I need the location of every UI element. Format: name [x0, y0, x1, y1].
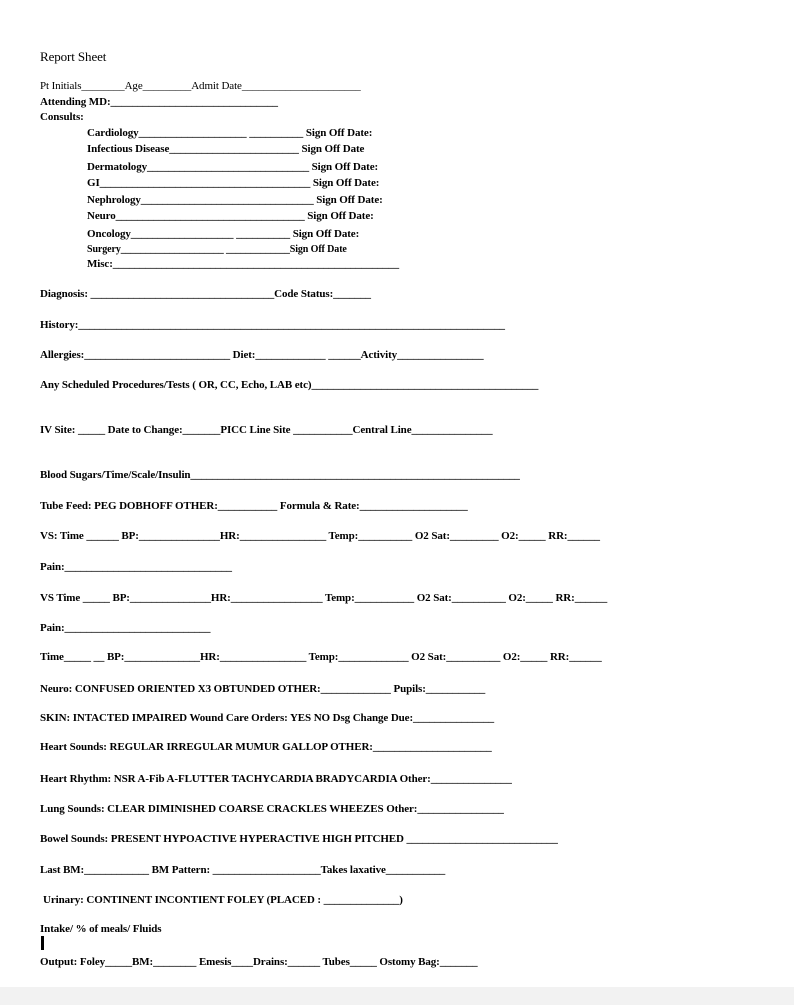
procedures-line[interactable]: Any Scheduled Procedures/Tests ( OR, CC, Echo, LAB etc)__________________________________________: [40, 379, 539, 391]
page-bottom-band: [0, 987, 794, 1005]
urinary-line[interactable]: Urinary: CONTINENT INCONTIENT FOLEY (PLACED : ______________): [43, 894, 403, 906]
heart-sounds-line[interactable]: Heart Sounds: REGULAR IRREGULAR MUMUR GALLOP OTHER:______________________: [40, 741, 492, 753]
vitals-line-2[interactable]: VS Time _____ BP:_______________HR:_________________ Temp:___________ O2 Sat:__________ O2:_____ RR:______: [40, 592, 608, 604]
allergies-line[interactable]: Allergies:___________________________ Diet:_____________ ______Activity________________: [40, 349, 484, 361]
pain-line-1[interactable]: Pain:_______________________________: [40, 561, 232, 573]
consult-oncology[interactable]: Oncology___________________ __________ Sign Off Date:: [87, 228, 360, 240]
consult-misc[interactable]: Misc:_____________________________________________________: [87, 258, 399, 270]
tube-feed-line[interactable]: Tube Feed: PEG DOBHOFF OTHER:___________ Formula & Rate:____________________: [40, 500, 468, 512]
history-line[interactable]: History:_______________________________________________________________________________: [40, 319, 505, 331]
consult-dermatology[interactable]: Dermatology______________________________ Sign Off Date:: [87, 161, 379, 173]
page-title: Report Sheet: [40, 49, 107, 64]
output-line[interactable]: Output: Foley_____BM:________ Emesis____Drains:______ Tubes_____ Ostomy Bag:_______: [40, 956, 478, 968]
lung-sounds-line[interactable]: Lung Sounds: CLEAR DIMINISHED COARSE CRACKLES WHEEZES Other:________________: [40, 803, 504, 815]
consult-neuro[interactable]: Neuro___________________________________ Sign Off Date:: [87, 210, 374, 222]
consult-cardiology[interactable]: Cardiology____________________ __________ Sign Off Date:: [87, 127, 373, 139]
skin-line[interactable]: SKIN: INTACTED IMPAIRED Wound Care Orders: YES NO Dsg Change Due:_______________: [40, 712, 495, 724]
consult-infectious-disease[interactable]: Infectious Disease________________________ Sign Off Date: [87, 143, 365, 155]
consult-gi[interactable]: GI_______________________________________ Sign Off Date:: [87, 177, 380, 189]
diagnosis-line[interactable]: Diagnosis: __________________________________Code Status:_______: [40, 288, 371, 300]
vitals-line-1[interactable]: VS: Time ______ BP:_______________HR:________________ Temp:__________ O2 Sat:_________ O2:_____ RR:______: [40, 530, 600, 542]
last-bm-line[interactable]: Last BM:____________ BM Pattern: ____________________Takes laxative___________: [40, 864, 446, 876]
consults-label: Consults:: [40, 111, 84, 123]
consult-nephrology[interactable]: Nephrology________________________________ Sign Off Date:: [87, 194, 383, 206]
intake-line[interactable]: Intake/ % of meals/ Fluids: [40, 923, 162, 935]
heart-rhythm-line[interactable]: Heart Rhythm: NSR A-Fib A-FLUTTER TACHYCARDIA BRADYCARDIA Other:_______________: [40, 773, 512, 785]
text-cursor: [41, 936, 44, 950]
consult-surgery[interactable]: Surgery_____________________ _____________Sign Off Date: [87, 244, 347, 255]
blood-sugars-line[interactable]: Blood Sugars/Time/Scale/Insulin_____________________________________________________________: [40, 469, 520, 481]
patient-info-line[interactable]: Pt Initials________Age_________Admit Date______________________: [40, 80, 361, 92]
iv-site-line[interactable]: IV Site: _____ Date to Change:_______PICC Line Site ___________Central Line_______________: [40, 424, 493, 436]
vitals-line-3[interactable]: Time_____ __ BP:______________HR:________________ Temp:_____________ O2 Sat:__________ O2:_____ RR:______: [40, 651, 602, 663]
attending-md-line[interactable]: Attending MD:_______________________________: [40, 96, 278, 108]
pain-line-2[interactable]: Pain:___________________________: [40, 622, 211, 634]
bowel-sounds-line[interactable]: Bowel Sounds: PRESENT HYPOACTIVE HYPERACTIVE HIGH PITCHED ____________________________: [40, 833, 558, 845]
neuro-line[interactable]: Neuro: CONFUSED ORIENTED X3 OBTUNDED OTHER:_____________ Pupils:___________: [40, 683, 486, 695]
